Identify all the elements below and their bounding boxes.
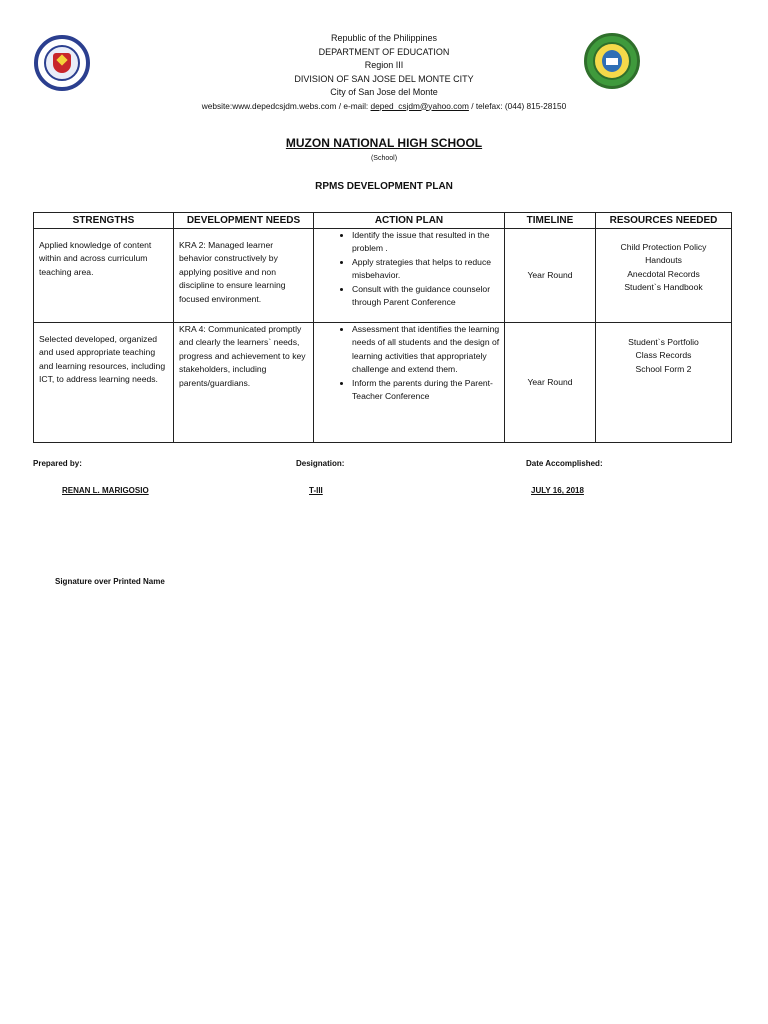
strength-cell: Selected developed, organized and used appropriate teaching and learning resources, including ICT, to address learning needs. xyxy=(34,323,174,443)
date-accomplished-label: Date Accomplished: xyxy=(526,459,603,468)
table-row xyxy=(34,323,732,443)
need-cell: KRA 4: Communicated promptly and clearly the learners` needs, progress and achievement to key stakeholders, including parents/guardians. xyxy=(174,323,314,443)
resource-item: Class Records xyxy=(635,350,692,361)
table-row xyxy=(34,229,732,323)
development-plan-table xyxy=(33,212,732,443)
header-region: Region III xyxy=(364,60,404,70)
strength-cell: Applied knowledge of content within and across curriculum teaching area. xyxy=(34,229,174,323)
header-strengths: STRENGTHS xyxy=(34,213,174,229)
action-item: • Assessment that identifies the learning needs of all students and the design of learning activities that appropriately challenge and extend them. xyxy=(352,323,500,377)
header-division: DIVISION OF SAN JOSE DEL MONTE CITY xyxy=(294,73,474,84)
header-department: DEPARTMENT OF EDUCATION xyxy=(318,46,450,57)
letterhead xyxy=(0,32,768,113)
header-contact xyxy=(0,100,768,114)
header-development-needs: DEVELOPMENT NEEDS xyxy=(174,213,314,229)
header-resources-needed: RESOURCES NEEDED xyxy=(596,213,732,229)
action-item: • Apply strategies that helps to reduce misbehavior. xyxy=(352,256,500,283)
action-item: • Inform the parents during the Parent-Teacher Conference xyxy=(352,377,500,404)
resources-cell xyxy=(596,323,732,443)
resource-item: Student`s Portfolio xyxy=(628,337,699,347)
signature-caption: Signature over Printed Name xyxy=(55,577,165,586)
contact-email-link[interactable]: deped_csjdm@yahoo.com xyxy=(370,100,469,111)
timeline-cell: Year Round xyxy=(505,323,596,443)
action-cell xyxy=(314,229,505,323)
table-header-row xyxy=(34,213,732,229)
need-cell: KRA 2: Managed learner behavior constructively by applying positive and non discipline to ensure learning focused environment. xyxy=(174,229,314,323)
preparer-name: RENAN L. MARIGOSIO xyxy=(62,486,149,495)
designation-value: T-III xyxy=(309,486,323,495)
action-item: • Identify the issue that resulted in the problem . xyxy=(352,229,500,256)
resource-item: Handouts xyxy=(645,255,682,266)
resources-cell xyxy=(596,229,732,323)
resource-item: Student`s Handbook xyxy=(624,282,703,293)
header-city: City of San Jose del Monte xyxy=(330,87,438,97)
action-cell xyxy=(314,323,505,443)
action-item: • Consult with the guidance counselor through Parent Conference xyxy=(352,283,500,310)
timeline-cell: Year Round xyxy=(505,229,596,323)
contact-telefax: / telefax: (044) 815-28150 xyxy=(468,100,567,111)
resource-item: School Form 2 xyxy=(635,363,692,374)
school-caption: (School) xyxy=(370,155,398,162)
designation-label: Designation: xyxy=(296,459,345,468)
date-value: JULY 16, 2018 xyxy=(531,486,584,495)
header-republic: Republic of the Philippines xyxy=(330,33,438,43)
header-timeline: TIMELINE xyxy=(505,213,596,229)
school-name: MUZON NATIONAL HIGH SCHOOL xyxy=(285,136,483,150)
resource-item: Anecdotal Records xyxy=(627,268,700,279)
contact-website: website:www.depedcsjdm.webs.com / e-mail: xyxy=(201,100,371,111)
header-action-plan: ACTION PLAN xyxy=(314,213,505,229)
prepared-by-label: Prepared by: xyxy=(33,459,82,468)
plan-title: RPMS DEVELOPMENT PLAN xyxy=(315,181,453,192)
resource-item: Child Protection Policy xyxy=(620,242,707,252)
